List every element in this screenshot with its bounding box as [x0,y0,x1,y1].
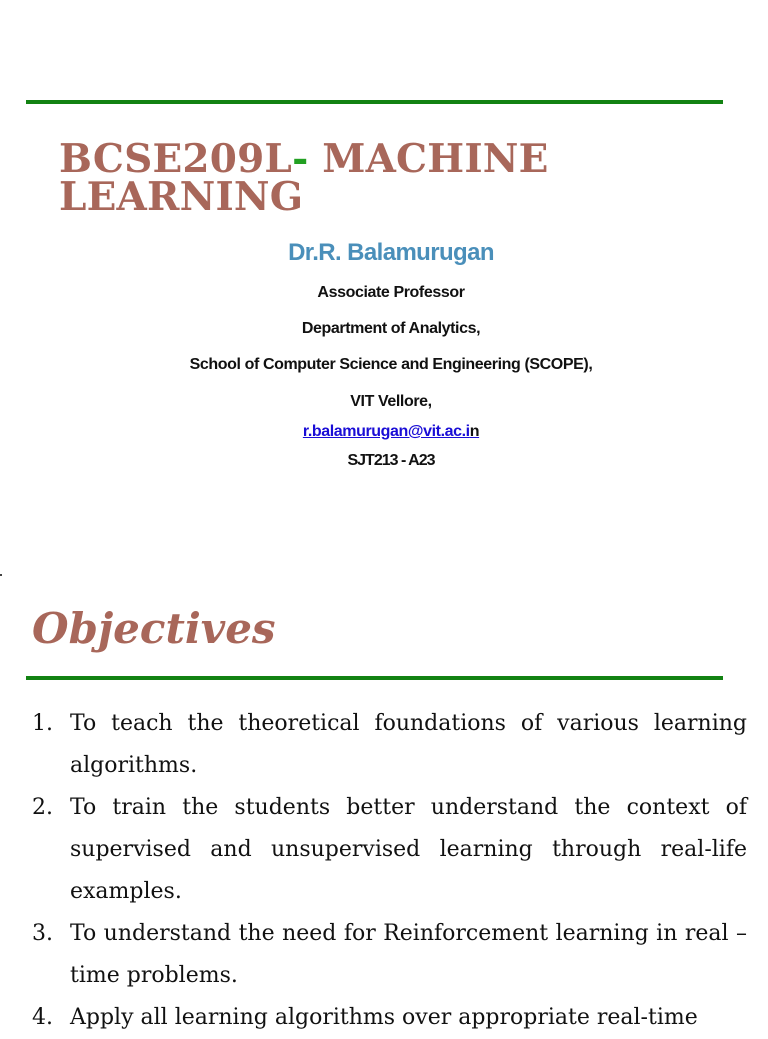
author-school: School of Computer Science and Engineering (SCOPE), [189,356,593,373]
objective-item-4 [32,997,747,1039]
author-email [0,422,768,442]
objective-text: Apply all learning algorithms over appropriate real-time [70,1005,698,1030]
objective-item-2 [32,787,747,913]
author-room: SJT213 - A23 [347,452,435,469]
top-divider-line [26,100,723,104]
title-dash: - [292,136,309,182]
objectives-heading: Objectives [32,604,276,653]
objectives-divider-line [26,676,723,680]
objective-text: To teach the theoretical foundations of various learning algorithms. [70,711,747,778]
course-name-part2: LEARNING [59,174,304,220]
author-position: Associate Professor [317,284,465,301]
author-block [0,236,768,469]
objective-item-1 [32,703,747,787]
course-name-part1: MACHINE [308,136,549,182]
objective-text: To train the students better understand the context of supervised and unsupervised learning through real-life examples. [70,795,747,904]
objective-number: 2. [32,795,53,820]
email-link-tail: n [469,423,480,440]
author-department: Department of Analytics, [301,320,481,337]
author-institution: VIT Vellore, [350,393,432,410]
objective-item-3 [32,913,747,997]
slide-edge-marker [0,574,2,576]
email-link[interactable]: r.balamurugan@vit.ac.i [302,423,470,440]
objective-text: To understand the need for Reinforcement learning in real – time problems. [70,921,747,988]
objective-number: 3. [32,921,53,946]
course-code: BCSE209L [59,136,293,182]
objectives-list [32,703,747,1039]
author-name: Dr.R. Balamurugan [288,239,494,266]
course-title [59,136,739,220]
objective-number: 1. [32,711,53,736]
objective-number: 4. [32,1005,53,1030]
